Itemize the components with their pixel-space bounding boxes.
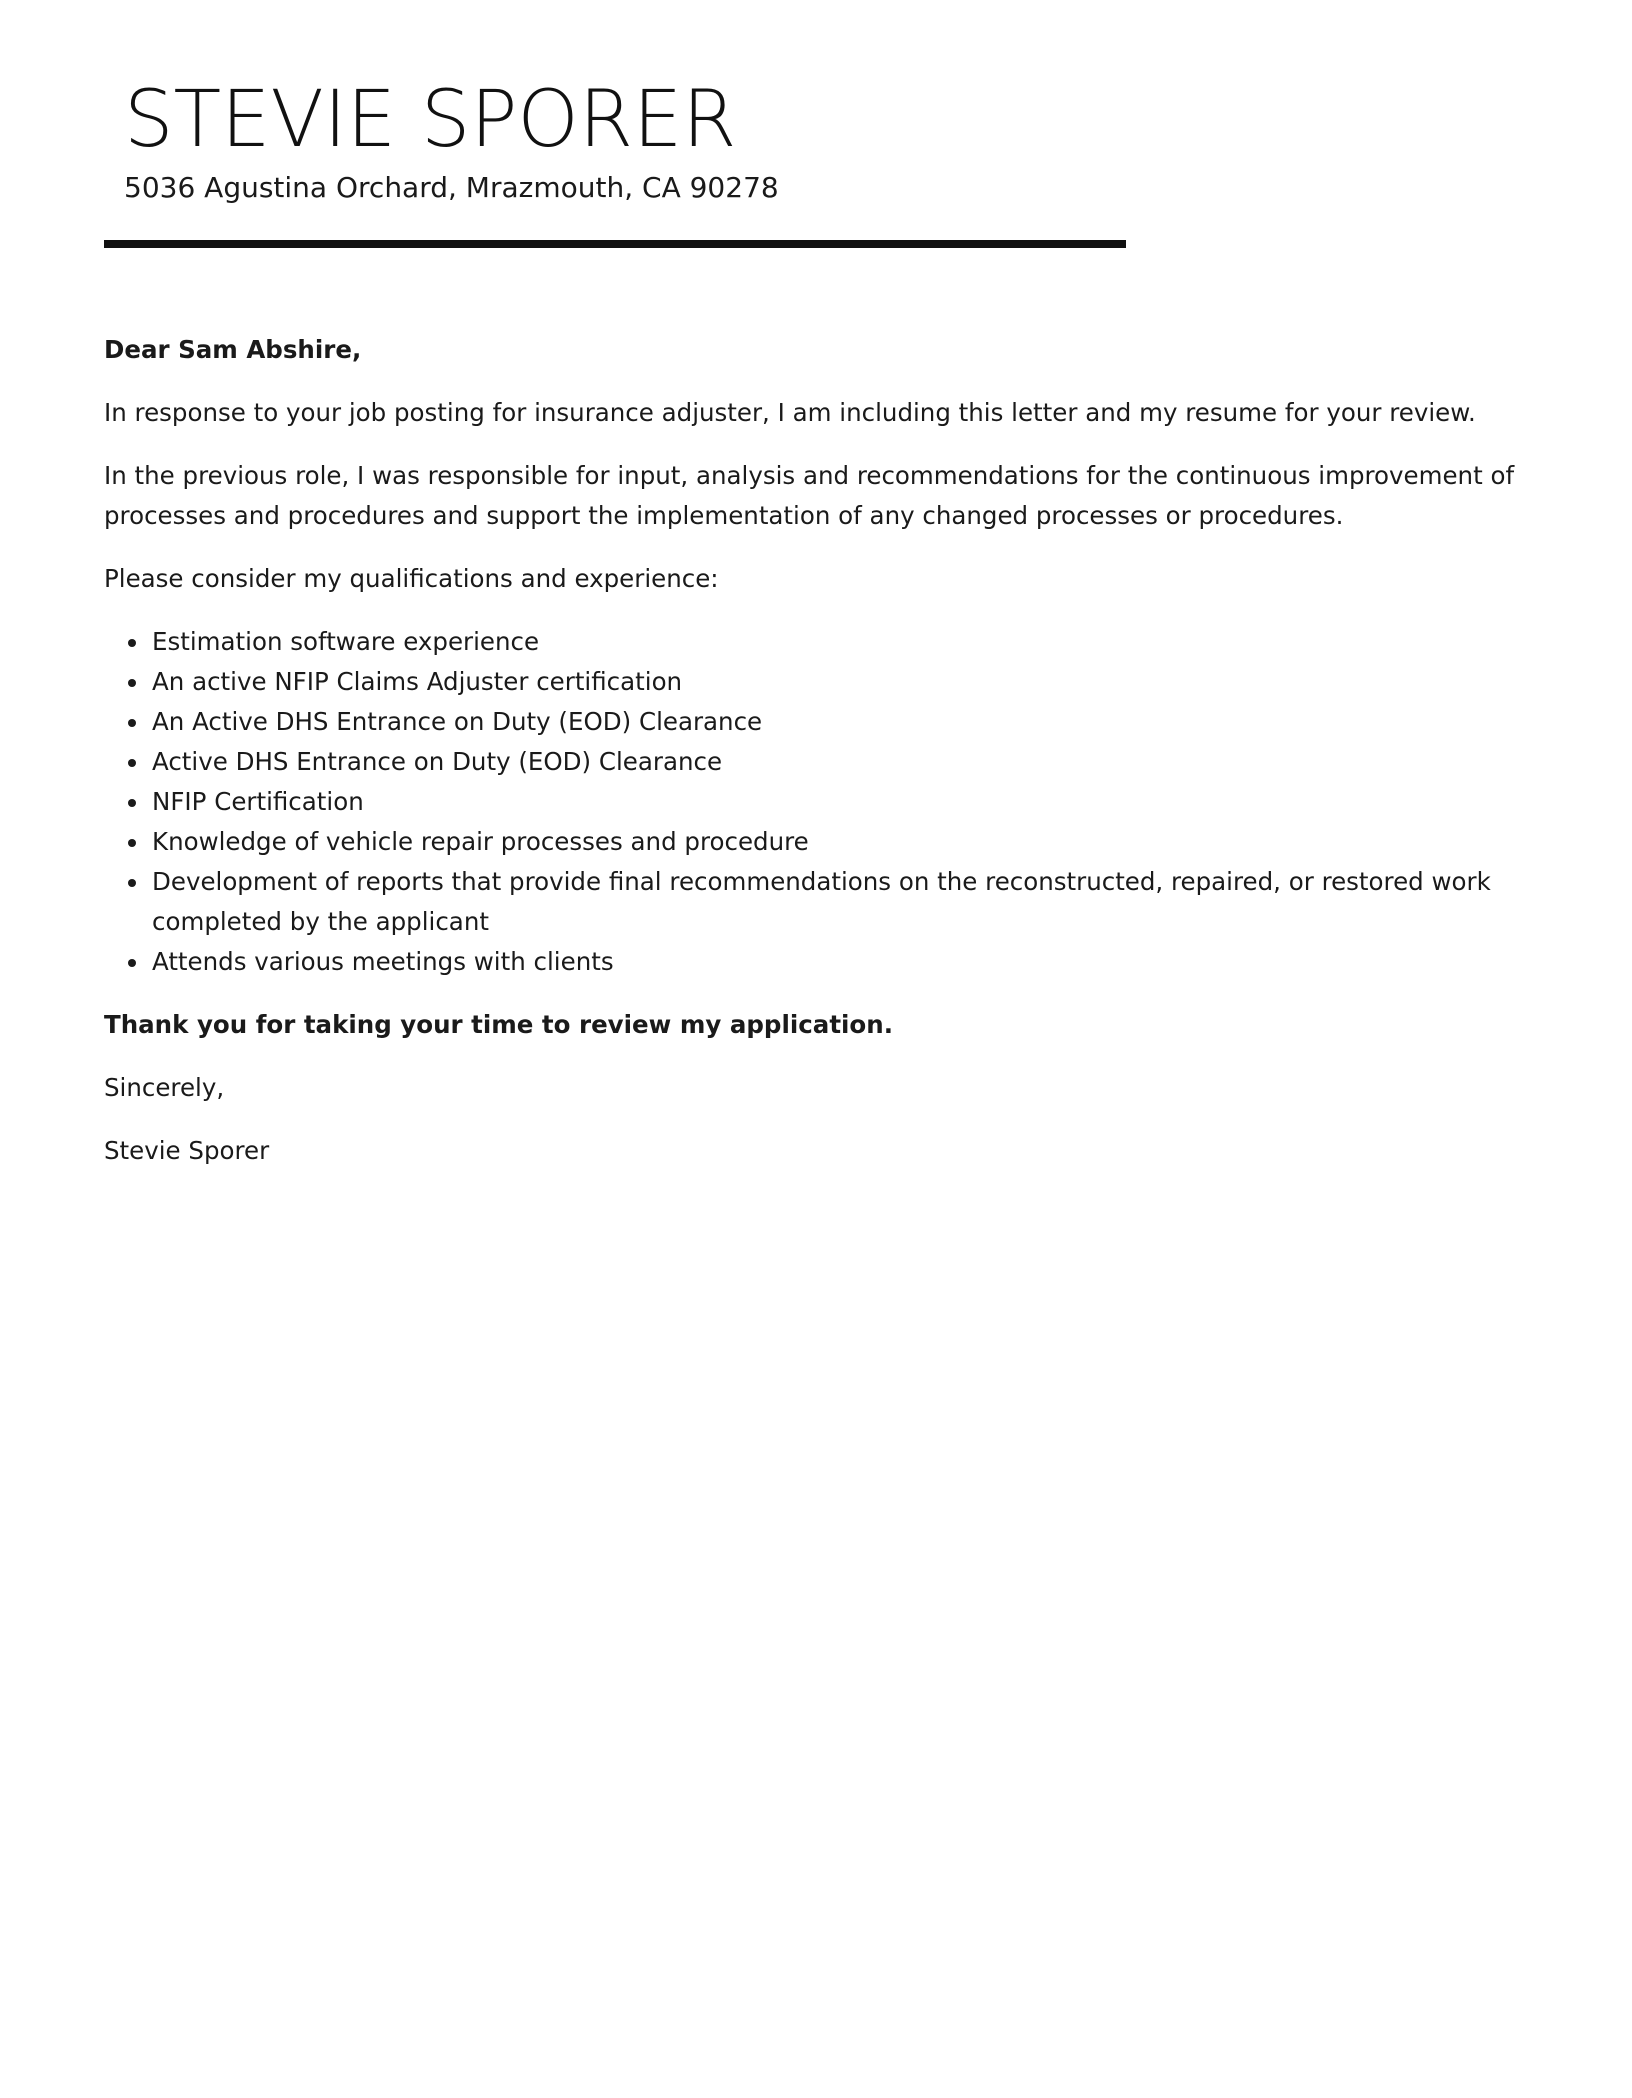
signature-name: Stevie Sporer	[104, 1136, 270, 1165]
greeting: Dear Sam Abshire,	[104, 335, 362, 364]
qualifications-list	[104, 622, 1534, 982]
letter-header	[124, 72, 1124, 208]
experience-paragraph: In the previous role, I was responsible for input, analysis and recommendations for the continuous improvement of processes and procedures and support the implementation of any changed processes or procedures.	[104, 461, 1515, 530]
intro-paragraph: In response to your job posting for insurance adjuster, I am including this letter and my resume for your review.	[104, 398, 1476, 427]
list-item: An Active DHS Entrance on Duty (EOD) Clearance	[152, 702, 1534, 742]
signoff: Sincerely,	[104, 1073, 225, 1102]
qualifications-intro: Please consider my qualifications and experience:	[104, 564, 719, 593]
applicant-name: STEVIE SPORER	[124, 75, 737, 165]
list-item: Development of reports that provide final recommendations on the reconstructed, repaired, or restored work completed by the applicant	[152, 862, 1534, 942]
applicant-address: 5036 Agustina Orchard, Mrazmouth, CA 90278	[124, 171, 779, 204]
list-item: NFIP Certification	[152, 782, 1534, 822]
closing-line: Thank you for taking your time to review my application.	[104, 1010, 894, 1039]
list-item: Estimation software experience	[152, 622, 1534, 662]
header-divider	[104, 240, 1126, 248]
list-item: Knowledge of vehicle repair processes and procedure	[152, 822, 1534, 862]
list-item: An active NFIP Claims Adjuster certification	[152, 662, 1534, 702]
list-item: Attends various meetings with clients	[152, 942, 1534, 982]
letter-body	[104, 330, 1534, 1194]
list-item: Active DHS Entrance on Duty (EOD) Clearance	[152, 742, 1534, 782]
